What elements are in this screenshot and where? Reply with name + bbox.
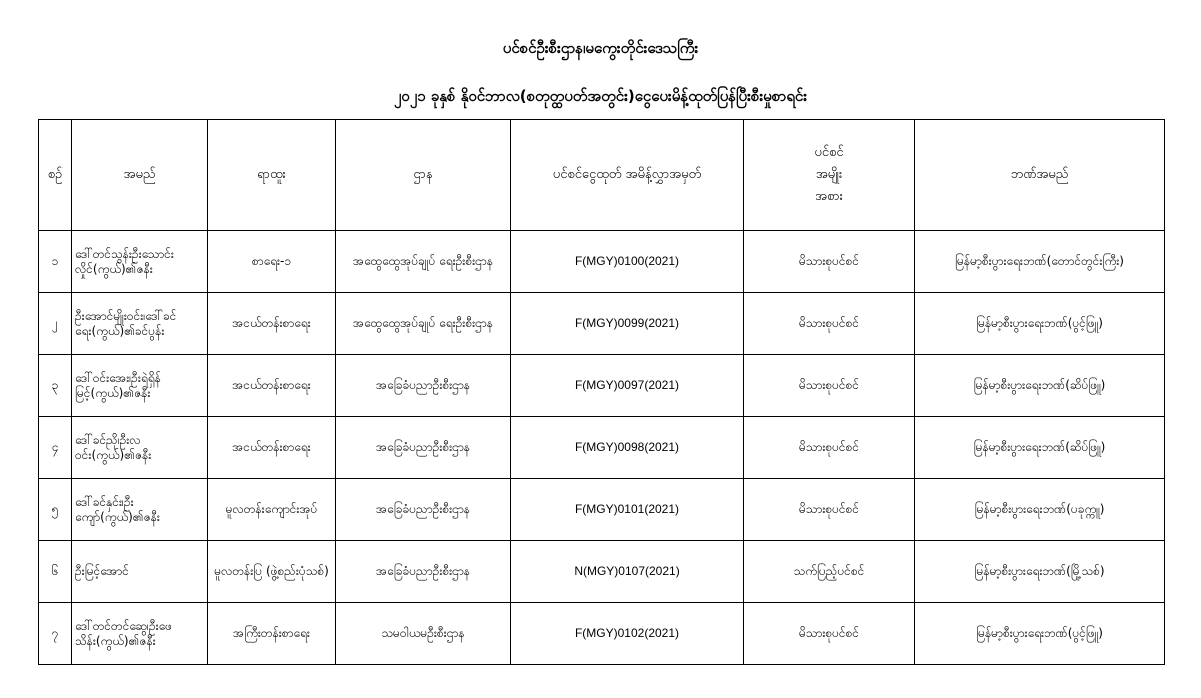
table-row [39,293,1165,355]
column-header-bank: ဘဏ်အမည် [915,120,1165,231]
cell-dept: အခြေခံပညာဦးစီးဌာန [336,355,511,417]
column-header-rank: ရာထူး [208,120,336,231]
table-row [39,541,1165,603]
cell-permit-number: F(MGY)0099(2021) [511,293,744,355]
cell-dept: အခြေခံပညာဦးစီးဌာန [336,541,511,603]
cell-pension-type: မိသားစုပင်စင် [744,231,915,293]
cell-dept: အခြေခံပညာဦးစီးဌာန [336,417,511,479]
cell-pension-type: မိသားစုပင်စင် [744,293,915,355]
cell-num: ၂ [39,293,72,355]
cell-name: ဒေါ်တင်သွန်းဦးသောင်းလှိုင်(ကွယ်)၏ဇနီး [72,231,208,293]
cell-dept: အထွေထွေအုပ်ချုပ် ရေးဦးစီးဌာန [336,231,511,293]
table-row [39,603,1165,665]
cell-num: ၁ [39,231,72,293]
cell-rank: မူလတန်းကျောင်းအုပ် [208,479,336,541]
page-title: ပင်စင်ဦးစီးဌာန၊မကွေးတိုင်းဒေသကြီး [502,39,699,57]
cell-permit-number: F(MGY)0098(2021) [511,417,744,479]
table-row [39,479,1165,541]
cell-name: ဒေါ်ခင်ညို၊ဦးလဝင်း(ကွယ်)၏ဇနီး [72,417,208,479]
cell-pension-type: မိသားစုပင်စင် [744,479,915,541]
cell-rank: မူလတန်းပြ (ဖွဲ့စည်းပုံသစ်) [208,541,336,603]
cell-bank: မြန်မာ့စီးပွားရေးဘဏ်(ဆိပ်ဖြူ) [915,417,1165,479]
column-header-type-line1: ပင်စင် [814,145,844,160]
cell-name: ဒေါ်ဝင်းအေး၊ဦးရဲရှိန်မြင့်(ကွယ်)၏ဇနီး [72,355,208,417]
cell-dept: အထွေထွေအုပ်ချုပ် ရေးဦးစီးဌာန [336,293,511,355]
cell-permit-number: N(MGY)0107(2021) [511,541,744,603]
cell-permit-number: F(MGY)0097(2021) [511,355,744,417]
page-subtitle: ၂၀၂၁ ခုနှစ် နိုဝင်ဘာလ(စတုတ္ထပတ်အတွင်း)ငွေပေးမိန့်ထုတ်ပြန်ပြီးစီးမှုစာရင်း [393,87,808,105]
cell-pension-type: မိသားစုပင်စင် [744,603,915,665]
column-header-type-line3: အစား [815,189,843,204]
column-header-name: အမည် [72,120,208,231]
cell-rank: အငယ်တန်းစာရေး [208,355,336,417]
cell-pension-type: မိသားစုပင်စင် [744,417,915,479]
cell-permit-number: F(MGY)0102(2021) [511,603,744,665]
cell-bank: မြန်မာ့စီးပွားရေးဘဏ်(ပခုက္ကူ) [915,479,1165,541]
column-header-dept: ဌာန [336,120,511,231]
cell-num: ၅ [39,479,72,541]
cell-rank: အကြီးတန်းစာရေး [208,603,336,665]
cell-num: ၆ [39,541,72,603]
cell-rank: အငယ်တန်းစာရေး [208,293,336,355]
cell-name: ဒေါ်ခင်နှင်း၊ဦးကျော်(ကွယ်)၏ဇနီး [72,479,208,541]
cell-rank: အငယ်တန်းစာရေး [208,417,336,479]
table-row [39,231,1165,293]
cell-num: ၇ [39,603,72,665]
cell-pension-type: သက်ပြည့်ပင်စင် [744,541,915,603]
cell-bank: မြန်မာ့စီးပွားရေးဘဏ်(မြို့သစ်) [915,541,1165,603]
column-header-type [744,120,915,231]
cell-dept: အခြေခံပညာဦးစီးဌာန [336,479,511,541]
cell-bank: မြန်မာ့စီးပွားရေးဘဏ်(ပွင့်ဖြူ) [915,603,1165,665]
cell-bank: မြန်မာ့စီးပွားရေးဘဏ်(ဆိပ်ဖြူ) [915,355,1165,417]
cell-name: ဦးအောင်မျိုးဝင်း၊ဒေါ်ခင်ရေး(ကွယ်)၏ခင်ပွန်း [72,293,208,355]
table-row [39,355,1165,417]
cell-rank: စာရေး-၁ [208,231,336,293]
pension-table [38,119,1165,665]
table-row [39,417,1165,479]
cell-bank: မြန်မာ့စီးပွားရေးဘဏ်(ပွင့်ဖြူ) [915,293,1165,355]
cell-name: ဦးမြင့်အောင် [72,541,208,603]
cell-permit-number: F(MGY)0100(2021) [511,231,744,293]
cell-dept: သမဝါယမဦးစီးဌာန [336,603,511,665]
cell-pension-type: မိသားစုပင်စင် [744,355,915,417]
column-header-permit: ပင်စင်ငွေထုတ် အမိန့်လွှာအမှတ် [511,120,744,231]
table-header-row [39,120,1165,231]
column-header-num: စဉ် [39,120,72,231]
cell-num: ၄ [39,417,72,479]
cell-permit-number: F(MGY)0101(2021) [511,479,744,541]
cell-name: ဒေါ်တင်တင်ဆွေ၊ဦးဖေသိန်း(ကွယ်)၏ဇနီး [72,603,208,665]
column-header-type-line2: အမျိုး [815,167,843,182]
cell-num: ၃ [39,355,72,417]
cell-bank: မြန်မာ့စီးပွားရေးဘဏ်(တောင်တွင်းကြီး) [915,231,1165,293]
